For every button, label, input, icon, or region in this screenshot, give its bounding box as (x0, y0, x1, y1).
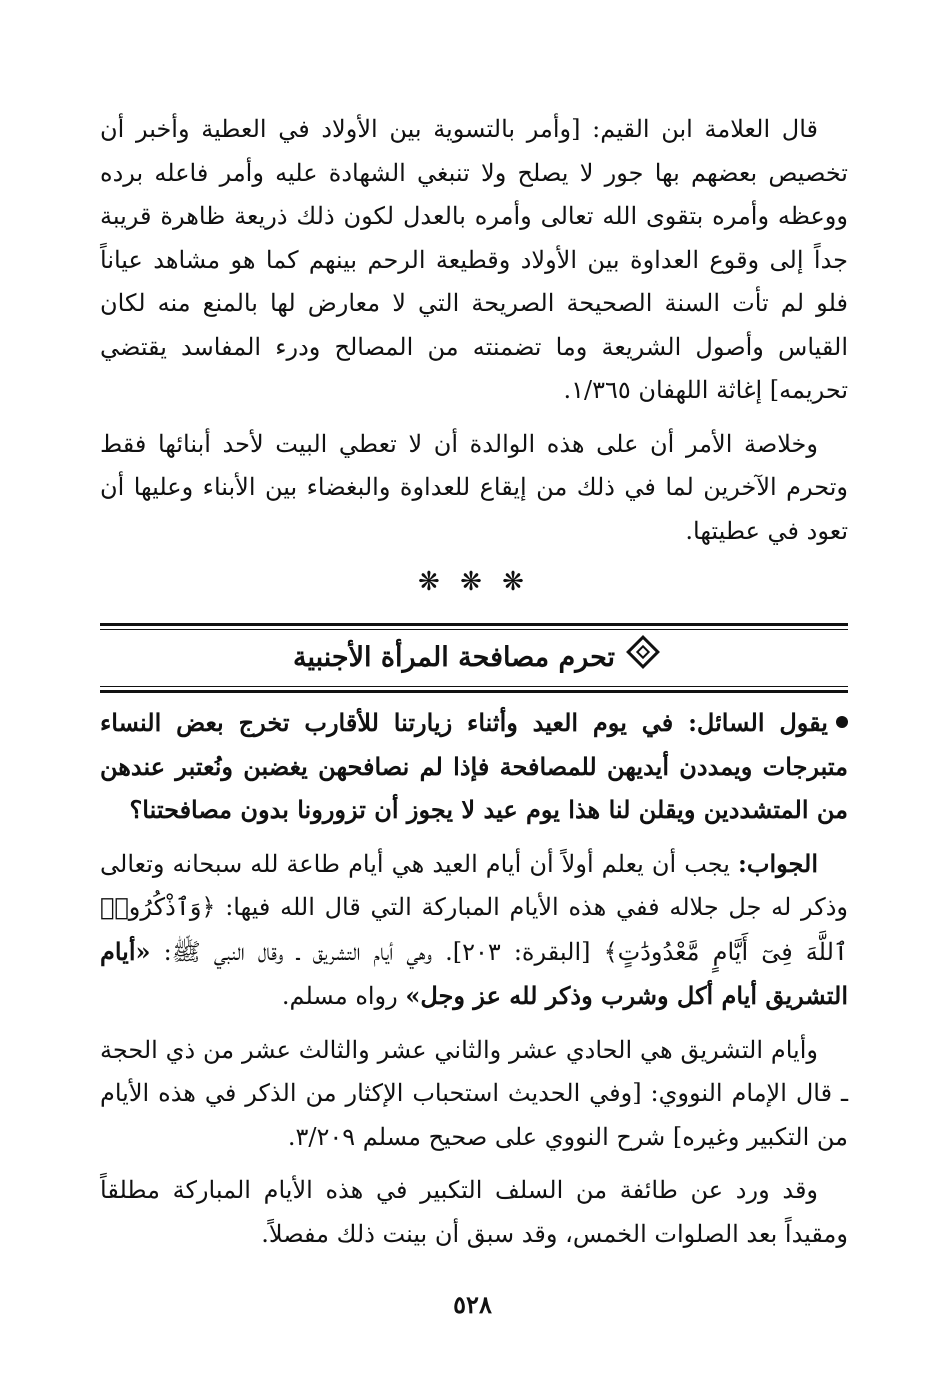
answer-label: الجواب: (738, 848, 818, 878)
question-label: يقول السائل: (688, 708, 828, 737)
section-title: تحرم مصافحة المرأة الأجنبية (292, 642, 616, 673)
section-separator: ❋ ❋ ❋ (418, 567, 530, 597)
answer-source: رواه مسلم. (281, 982, 406, 1010)
paragraph-tashreeq-days: وأيام التشريق هي الحادي عشر والثاني عشر والثالث عشر من ذي الحجة ـ قال الإمام النووي: [وفي الحديث استحباب الإكثار من الذكر في هذه الأيام من التكبير وغيره] شرح النووي على صحيح مسلم ٣/٢٠٩. (100, 1035, 848, 1151)
question-paragraph (100, 701, 848, 832)
paragraph-gap (100, 1019, 848, 1029)
paragraph-takbeer: وقد ورد عن طائفة من السلف التكبير في هذه الأيام المباركة مطلقاً ومقيداً بعد الصلوات الخمس، وقد سبق أن بينت ذلك مفصلاً. (100, 1176, 848, 1248)
section-heading (100, 630, 848, 686)
question-text: في يوم العيد وأثناء زيارتنا للأقارب تخرج بعض النساء متبرجات ويمددن أيديهن للمصافحة فإذا لم نصافحهن يغضبن ونُعتبر عندهن من المتشددين ويقلن لنا هذا يوم عيد لا يجوز أن تزورونا بدون مصافحتنا؟ (100, 708, 848, 824)
bullet-icon (836, 716, 848, 728)
heading-rule-top (100, 623, 848, 630)
diamond-icon (626, 635, 660, 669)
paragraph-gap (100, 1159, 848, 1169)
hadith-quote: «أيام التشريق أيام أكل وشرب وذكر لله عز وجل» (100, 936, 848, 1010)
answer-text: يجب أن يعلم أولاً أن أيام العيد هي أيام طاعة لله سبحانه وتعالى وذكر له جل جلاله ففي هذه الأيام المباركة التي قال الله فيها: ﴿وَٱذْكُرُوا۟ ٱللَّهَ فِىٓ أَيَّامٍ مَّعْدُودَٰتٍ﴾ [البقرة: ٢٠٣]. وهي أيام التشريق ـ وقال النبي ﷺ: (100, 849, 848, 966)
page-body (100, 108, 848, 1256)
answer-paragraph (100, 842, 848, 1019)
page-number: ٥٢٨ (453, 1290, 492, 1319)
heading-rule-bottom (100, 686, 848, 693)
paragraph-gap (100, 413, 848, 423)
paragraph-ibn-qayyim-quote: قال العلامة ابن القيم: [وأمر بالتسوية بين الأولاد في العطية وأخبر أن تخصيص بعضهم بها جور لا يصلح ولا تنبغي الشهادة عليه وأمر فاعله برده ووعظه وأمره بتقوى الله تعالى وأمره بالعدل لكون ذلك ذريعة ظاهرة قريبة جداً إلى وقوع العداوة بين الأولاد وقطيعة الرحم بينهم كما هو مشاهد عياناً فلو لم تأت السنة الصحيحة الصريحة التي لا معارض لها بالمنع منه لكان القياس وأصول الشريعة وما تضمنته من المصالح ودرء المفاسد يقتضي تحريمه] إغاثة اللهفان ١/٣٦٥. (100, 115, 849, 404)
paragraph-conclusion: وخلاصة الأمر أن على هذه الوالدة أن لا تعطي البيت لأحد أبنائها فقط وتحرم الآخرين لما في ذلك من إيقاع للعداوة والبغضاء بين الأبناء وعليها أن تعود في عطيتها. (100, 429, 848, 545)
paragraph-gap (100, 832, 848, 842)
